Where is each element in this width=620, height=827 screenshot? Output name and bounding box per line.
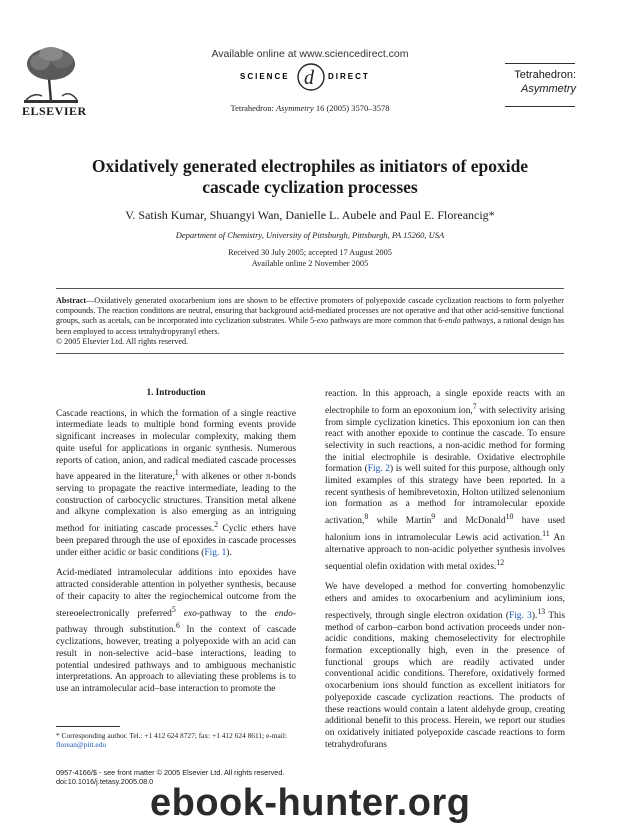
ref-sup: 5 — [171, 604, 176, 614]
text-run: Acid-mediated intramolecular additions into epoxides have attracted considerable attention in polyether synthesis, because of their capacity to alter the regiochemical outcome from the stereoelectronically preferred — [56, 568, 296, 619]
abstract-label: Abstract — [56, 296, 87, 305]
text-run: -pathway through substitution. — [56, 608, 296, 636]
citation-journal: Asymmetry — [275, 103, 314, 113]
intro-paragraph-4 — [325, 582, 565, 751]
watermark-text: ebook-hunter.org — [150, 782, 471, 824]
title-line-2: cascade cyclization processes — [202, 177, 418, 197]
italic-endo: endo — [274, 608, 293, 619]
abstract-text-2: pathways are more common that 6- — [328, 316, 445, 326]
section-heading-introduction: 1. Introduction — [146, 387, 206, 397]
text-run: reaction. In this approach, a single epoxide reacts with an electrophile to form an epoxonium ion, — [325, 389, 565, 416]
journal-rule-top — [505, 63, 575, 64]
text-run: Cyclic ethers have been prepared through the use of epoxides in cascade processes under either acidic or basic conditions ( — [56, 524, 296, 558]
journal-name-line2: Asymmetry — [521, 83, 576, 95]
citation-prefix: Tetrahedron: — [230, 103, 276, 113]
intro-paragraph-2 — [56, 568, 296, 695]
sciencedirect-logo-icon — [238, 60, 384, 100]
ref-sup: 13 — [537, 606, 546, 616]
text-run: An alternative approach to non-acidic polyether synthesis involves sequential olefin oxidation with metal oxides. — [325, 533, 565, 572]
article-title — [40, 156, 580, 198]
journal-citation — [0, 103, 620, 113]
abstract-endo: endo — [444, 316, 461, 326]
text-run: with alkenes or other π-bonds serving to propagate the reactive intermediate, leading to the construction of carbocyclic structures. Transition metal alkene and alkyne complexation is also emerging as an intriguing method for initiating cascade processes. — [56, 472, 297, 535]
affiliation: Department of Chemistry, University of Pittsburgh, Pittsburgh, PA 15260, USA — [175, 230, 445, 240]
issn-copyright-line: 0957-4166/$ - see front matter © 2005 Elsevier Ltd. All rights reserved. — [56, 768, 285, 777]
text-run: have used halonium ions in intramolecular Lewis acid activation. — [325, 516, 565, 544]
text-run: and McDonald — [435, 516, 506, 527]
abstract-exo: exo — [316, 316, 329, 326]
ref-sup: 6 — [175, 621, 180, 631]
text-run: Cascade reactions, in which the formation of a single reactive intermediate leads to multiple bond forming events provide significant increases in molecular complexity, making them quite useful for applications in organic synthesis. Numerous reports of cation, anion, and radical mediated cascade processes have appeared in the literature, — [56, 408, 296, 483]
ref-sup: 8 — [364, 512, 369, 522]
abstract-top-rule — [56, 288, 564, 289]
author-list: V. Satish Kumar, Shuangyi Wan, Danielle L. Aubele and Paul E. Floreancig* — [125, 208, 495, 222]
footnote-rule — [56, 726, 120, 727]
abstract-bottom-rule — [56, 353, 564, 354]
article-dates — [40, 248, 580, 269]
available-online-date: Available online 2 November 2005 — [251, 258, 369, 268]
ref-sup: 7 — [472, 401, 477, 411]
text-run: In the context of cascade cyclizations, however, treating a polyepoxide with an acid can result in non-selective acid–base interactions, leading to potential undesired pathways and to ambiguous mechanistic interpretations. An approach to alleviating these problems is to use an intramolecular acid–base interaction to promote the — [56, 625, 296, 694]
text-run: ). — [531, 610, 538, 621]
figure-1-link[interactable]: Fig. 1 — [204, 547, 227, 558]
italic-exo: exo — [183, 608, 197, 619]
text-run: -pathway to the — [196, 608, 275, 619]
abstract-text-1: —Oxidatively generated oxocarbenium ions are shown to be effective promoters of polyepoxide cascade cyclization reactions to form polyether compounds. The reaction conditions are neutral, ensuring that background acid-mediated processes are not operative and that other acid-sensitive functional groups, such as acetals, can be incorporated into cyclization substrates. While 5- — [56, 296, 564, 326]
abstract — [56, 296, 564, 347]
ref-sup: 1 — [174, 468, 179, 478]
citation-suffix: 16 (2005) 3570–3578 — [313, 103, 390, 113]
doi-line[interactable]: doi:10.1016/j.tetasy.2005.08.0 — [56, 777, 154, 787]
abstract-copyright: © 2005 Elsevier Ltd. All rights reserved. — [56, 336, 189, 346]
abstract-text-3: pathways, a rational design has been employed to access tetrahydropyranyl ethers. — [56, 316, 564, 336]
text-run: while Martín — [368, 516, 432, 527]
intro-paragraph-3 — [325, 389, 565, 573]
ref-sup: 12 — [496, 557, 505, 567]
ref-sup: 11 — [542, 528, 550, 538]
text-run: This method of carbon–carbon bond activation proceeds under non-acidic conditions, making chemoselectivity for electrophile formation exceptionally high, even in the presence of functional groups which are readily activated under conventional acidic conditions. Therefore, oxidatively formed oxocarbenium ions should function as excellent initiators for polyepoxide cascade cyclization reactions. The products of these reactions would contain a latent aldehyde group, creating additional benefit to this process. Herein, we report our studies on oxidatively initiated polyepoxide cascade reactions to form tetrahydrofurans — [325, 610, 565, 750]
sd-logo-left-text: SCIENCE — [240, 72, 290, 81]
publisher-name: ELSEVIER — [22, 104, 87, 118]
text-run: We have developed a method for converting homobenzylic ethers and amides to oxocarbenium and acyliminium ions, respectively, through single electron oxidation ( — [325, 582, 565, 621]
journal-name — [490, 68, 576, 96]
intro-paragraph-1 — [56, 409, 296, 560]
right-column — [325, 389, 565, 760]
text-run: ). — [226, 547, 232, 558]
title-line-1: Oxidatively generated electrophiles as initiators of epoxide — [91, 156, 529, 176]
text-run: with selectivity arising from simple cyclization kinetics. This epoxonium ion can then react with another epoxide to continue the cascade. To ensure selectivity in such reactions, a non-acidic method for forming the initial electrophile is desirable. Oxidative electrophile formation ( — [325, 405, 565, 475]
journal-rule-bottom — [505, 106, 575, 107]
ref-sup: 9 — [431, 512, 436, 522]
journal-name-line1: Tetrahedron: — [514, 69, 576, 81]
figure-3-link[interactable]: Fig. 3 — [508, 610, 532, 621]
corresponding-author-footnote — [56, 731, 296, 749]
figure-2-link[interactable]: Fig. 2 — [367, 464, 390, 475]
left-column — [56, 387, 296, 705]
ref-sup: 10 — [505, 512, 514, 522]
available-online-line[interactable]: Available online at www.sciencedirect.com — [211, 48, 409, 60]
ref-sup: 2 — [214, 520, 219, 530]
author-email-link[interactable]: florean@pitt.edu — [56, 740, 107, 750]
sd-logo-right-text: DIRECT — [328, 72, 370, 81]
footnote-text: * Corresponding author. Tel.: +1 412 624 8727; fax: +1 412 624 8611; e-mail: — [56, 731, 287, 740]
text-run: ) is well suited for this purpose, although only limited examples of this strategy have been reported. In a recent synthesis of hemibrevetoxin, Holton utilized selenonium ion formation as a method for intramolecular epoxide activation, — [325, 464, 565, 527]
received-accepted-dates: Received 30 July 2005; accepted 17 August 2005 — [228, 248, 392, 257]
svg-text:d: d — [304, 67, 314, 89]
